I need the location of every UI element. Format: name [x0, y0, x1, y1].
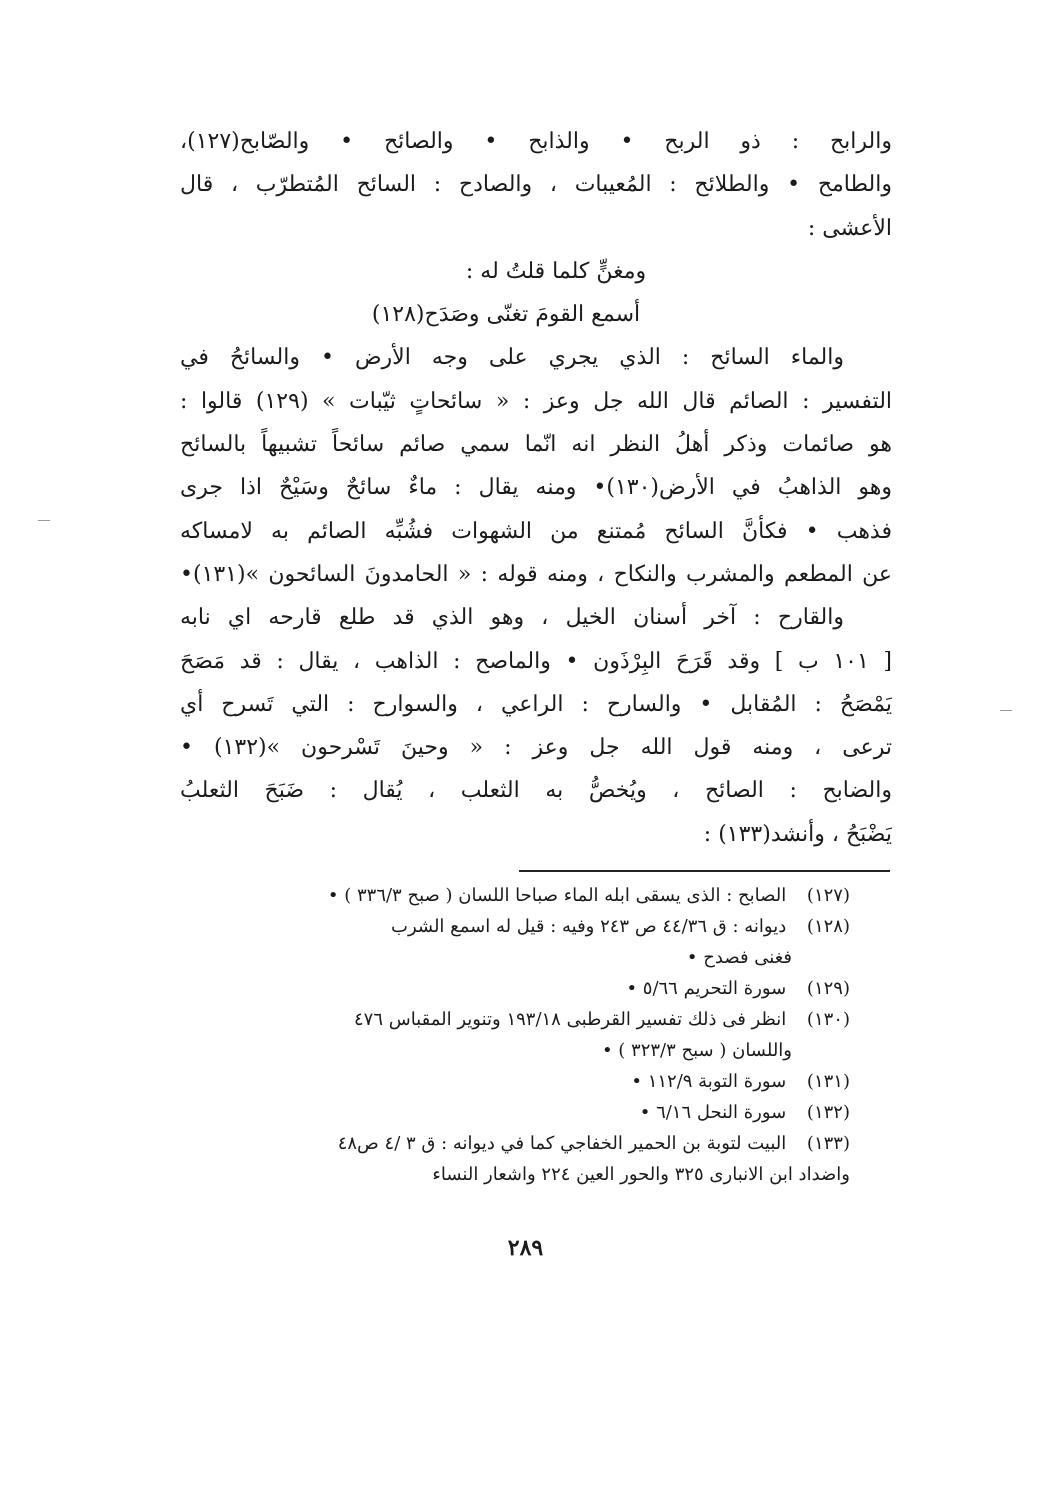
footnote-number: (١٣٠): [806, 1009, 850, 1030]
footnote-133-continued: [185, 1159, 850, 1190]
text-line: يَمْصَحُ : المُقابل • والسارح : الراعي ، والسوارح : التي تَسرح أي: [180, 691, 892, 717]
footnote-131: [185, 1066, 850, 1097]
text-line: التفسير : الصائم قال الله جل وعز : « سائحاتٍ ثيّبات » (١٢٩) قالوا :: [180, 388, 892, 414]
footnote-132: [185, 1097, 850, 1128]
footnote-number: (١٢٨): [806, 916, 850, 937]
footnote-text: ديوانه : ق ٤٤/٣٦ ص ٢٤٣ وفيه : قيل له اسمع الشرب: [391, 916, 787, 937]
footnote-text: البيت لتوبة بن الحمير الخفاجي كما في ديوانه : ق ٣ /٤ ص٤٨: [337, 1133, 787, 1154]
page-number: ٢٨٩: [507, 1235, 544, 1261]
footnote-130: [185, 1004, 850, 1035]
margin-mark: [1000, 710, 1012, 711]
text-line: ترعى ، ومنه قول الله جل وعز : « وحينَ تَسْرحون »(١٣٢) •: [180, 735, 892, 761]
footnote-number: (١٣٣): [806, 1133, 850, 1154]
footnote-text: واضداد ابن الانبارى ٣٢٥ والحور العين ٢٢٤ واشعار النساء: [432, 1164, 850, 1185]
footnote-text: سورة التحريم ٥/٦٦ •: [626, 978, 787, 999]
text-line: يَضْبَحُ ، وأنشد(١٣٣) :: [703, 821, 892, 847]
text-line: وهو الذاهبُ في الأرض(١٣٠)• ومنه يقال : ماءٌ سائحٌ وسَيْحٌ اذا جرى: [180, 475, 892, 501]
footnote-number: (١٣١): [806, 1071, 850, 1092]
footnote-text: انظر فى ذلك تفسير القرطبى ١٩٣/١٨ وتنوير المقباس ٤٧٦: [353, 1009, 787, 1030]
main-text: [180, 120, 892, 856]
footnote-text: سورة التوبة ١١٢/٩ •: [631, 1071, 787, 1092]
footnote-text: سورة النحل ٦/١٦ •: [639, 1102, 787, 1123]
text-line: [ ١٠١ ب ] وقد قَرَحَ البِرْذَون • والماصح : الذاهب ، يقال : قد مَصَحَ: [180, 648, 892, 674]
text-line: والقارح : آخر أسنان الخيل ، وهو الذي قد طلع قارحه اي نابه: [180, 605, 844, 631]
footnote-number: (١٢٩): [806, 978, 850, 999]
text-line: والضابح : الصائح ، ويُخصُّ به الثعلب ، يُقال : ضَبَحَ الثعلبُ: [180, 778, 892, 804]
footnote-129: [185, 973, 850, 1004]
footnote-number: (١٣٢): [806, 1102, 850, 1123]
footnotes: [185, 880, 850, 1190]
margin-mark: [38, 520, 50, 521]
text-line: الأعشى :: [807, 215, 892, 241]
footnote-separator: [519, 870, 890, 872]
footnote-133: [185, 1128, 850, 1159]
footnote-128: [185, 911, 850, 942]
footnote-130-continued: [185, 1035, 850, 1066]
verse-line: أسمع القومَ تغنّى وصَدَح(١٢٨): [371, 302, 641, 328]
footnote-text: فغنى فصدح •: [686, 947, 792, 968]
text-line: والرابح : ذو الربح • والذابح • والصائح • والصّابح(١٢٧)،: [180, 129, 892, 154]
footnote-text: الصابح : الذى يسقى ابله الماء صباحا اللسان ( صبح ٣٣٦/٣ ) •: [327, 885, 787, 906]
verse-line: ومغنٍّ كلما قلتُ له :: [465, 258, 647, 284]
text-line: فذهب • فكأنَّ السائح مُمتنع من الشهوات فشُبِّه الصائم به لامساكه: [180, 518, 892, 544]
text-line: عن المطعم والمشرب والنكاح ، ومنه قوله : « الحامدونَ السائحون »(١٣١)•: [180, 561, 892, 587]
footnote-text: واللسان ( سبح ٣٢٣/٣ ) •: [601, 1040, 792, 1061]
footnote-128-continued: [185, 942, 850, 973]
footnote-number: (١٢٧): [806, 885, 850, 906]
text-line: والطامح • والطلائح : المُعيبات ، والصادح : السائح المُتطرّب ، قال: [180, 172, 892, 198]
footnote-127: [185, 880, 850, 911]
text-line: هو صائمات وذكر أهلُ النظر انه انّما سمي صائم سائحاً تشبيهاً بالسائح: [180, 432, 892, 458]
text-line: والماء السائح : الذي يجري على وجه الأرض • والسائحُ في: [180, 345, 844, 371]
